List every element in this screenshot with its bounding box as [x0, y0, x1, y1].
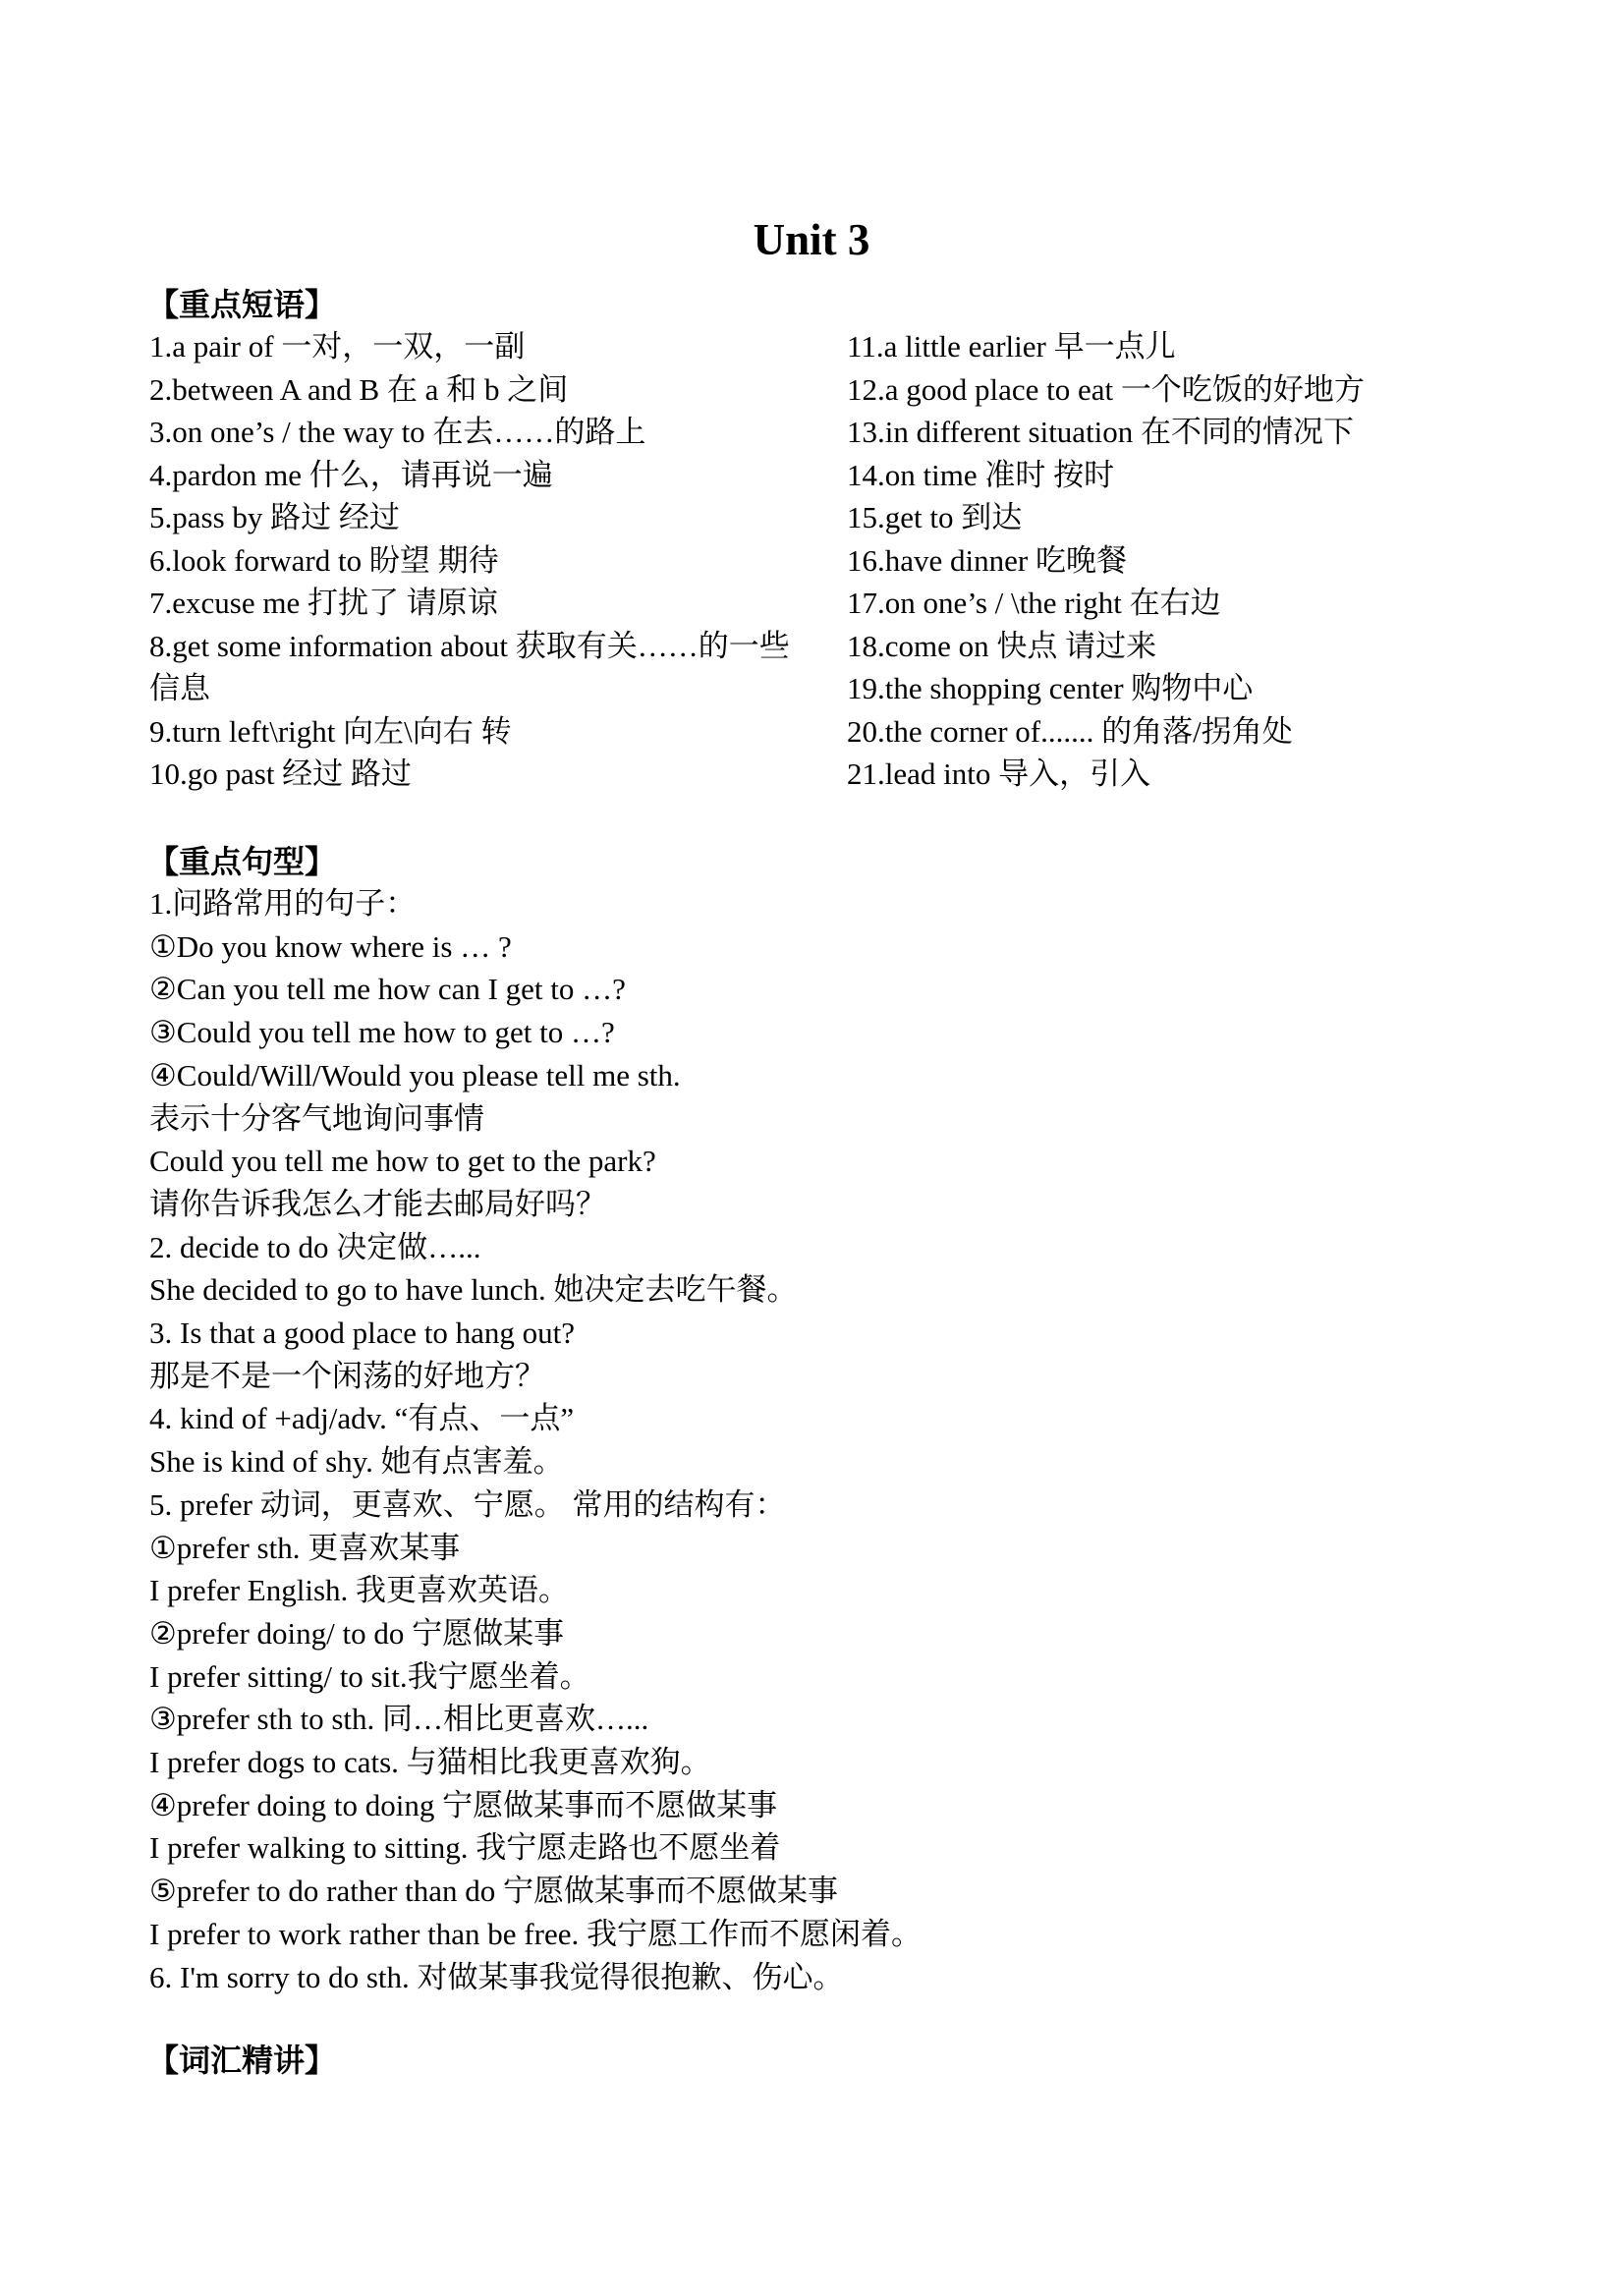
sentence-line: I prefer walking to sitting. 我宁愿走路也不愿坐着 [149, 1830, 781, 1866]
sentence-line: ④Could/Will/Would you please tell me sth. [149, 1057, 681, 1092]
sentence-line: I prefer sitting/ to sit.我宁愿坐着。 [149, 1658, 590, 1694]
phrase-item: 10.go past 经过 路过 [149, 756, 412, 791]
phrase-item: 12.a good place to eat 一个吃饭的好地方 [847, 371, 1365, 407]
phrase-item: 5.pass by 路过 经过 [149, 500, 400, 534]
phrase-item: 2.between A and B 在 a 和 b 之间 [149, 371, 569, 407]
phrase-item: 9.turn left\right 向左\向右 转 [149, 713, 512, 749]
sentence-line: She is kind of shy. 她有点害羞。 [149, 1444, 564, 1480]
vocab-heading: 【词汇精讲】 [147, 2043, 337, 2078]
phrase-item: 15.get to 到达 [847, 500, 1023, 534]
sentence-line: 3. Is that a good place to hang out? [149, 1316, 576, 1351]
phrase-item: 20.the corner of....... 的角落/拐角处 [847, 713, 1293, 749]
page-title: Unit 3 [753, 215, 870, 264]
sentence-line: Could you tell me how to get to the park? [149, 1144, 656, 1179]
phrase-item: 19.the shopping center 购物中心 [847, 671, 1254, 705]
sentence-line: 1.问路常用的句子： [149, 886, 417, 921]
sentence-line: 5. prefer 动词，更喜欢、宁愿。 常用的结构有： [149, 1486, 786, 1522]
sentence-line: ③prefer sth to sth. 同…相比更喜欢…... [149, 1702, 649, 1737]
phrases-left-column [149, 325, 812, 796]
sentence-line: ①Do you know where is … ? [149, 928, 512, 964]
sentence-line: I prefer dogs to cats. 与猫相比我更喜欢狗。 [149, 1745, 711, 1780]
phrase-item: 6.look forward to 盼望 期待 [149, 542, 499, 578]
sentence-line: ③Could you tell me how to get to …? [149, 1015, 615, 1050]
phrases-right-column [847, 325, 1574, 796]
sentence-line: 那是不是一个闲荡的好地方？ [149, 1358, 545, 1393]
sentence-line: ④prefer doing to doing 宁愿做某事而不愿做某事 [149, 1787, 778, 1822]
sentence-list [149, 882, 1525, 1998]
phrase-item: 4.pardon me 什么，请再说一遍 [149, 457, 553, 492]
sentence-line: I prefer English. 我更喜欢英语。 [149, 1573, 570, 1608]
sentences-heading: 【重点句型】 [147, 844, 337, 879]
phrase-item: 21.lead into 导入，引入 [847, 756, 1151, 791]
phrases-heading: 【重点短语】 [147, 287, 337, 322]
phrase-item: 11.a little earlier 早一点儿 [847, 329, 1176, 364]
sentence-line: I prefer to work rather than be free. 我宁愿工作而不愿闲着。 [149, 1916, 922, 1951]
phrase-item: 18.come on 快点 请过来 [847, 628, 1157, 663]
sentence-line: ②Can you tell me how can I get to …? [149, 972, 626, 1007]
phrase-item: 3.on one’s / the way to 在去……的路上 [149, 415, 646, 449]
phrase-item: 13.in different situation 在不同的情况下 [847, 415, 1355, 449]
sentence-line: 2. decide to do 决定做…... [149, 1229, 481, 1264]
sentence-line: ②prefer doing/ to do 宁愿做某事 [149, 1615, 565, 1651]
sentence-line: 6. I'm sorry to do sth. 对做某事我觉得很抱歉、伤心。 [149, 1959, 844, 1994]
phrase-item: 16.have dinner 吃晚餐 [847, 542, 1127, 578]
phrase-item: 17.on one’s / \the right 在右边 [847, 586, 1221, 620]
phrase-item: 7.excuse me 打扰了 请原谅 [149, 586, 498, 620]
phrase-item: 14.on time 准时 按时 [847, 457, 1115, 492]
sentence-line: 请你告诉我怎么才能去邮局好吗？ [149, 1186, 606, 1221]
phrase-item: 8.get some information about 获取有关……的一些信息 [149, 628, 790, 705]
sentence-line: She decided to go to have lunch. 她决定去吃午餐。 [149, 1272, 798, 1308]
sentence-line: 表示十分客气地询问事情 [149, 1100, 484, 1136]
sentence-line: 4. kind of +adj/adv. “有点、一点” [149, 1401, 575, 1436]
phrase-item: 1.a pair of 一对，一双，一副 [149, 329, 526, 364]
sentence-line: ⑤prefer to do rather than do 宁愿做某事而不愿做某事 [149, 1874, 839, 1909]
sentence-line: ①prefer sth. 更喜欢某事 [149, 1530, 461, 1565]
